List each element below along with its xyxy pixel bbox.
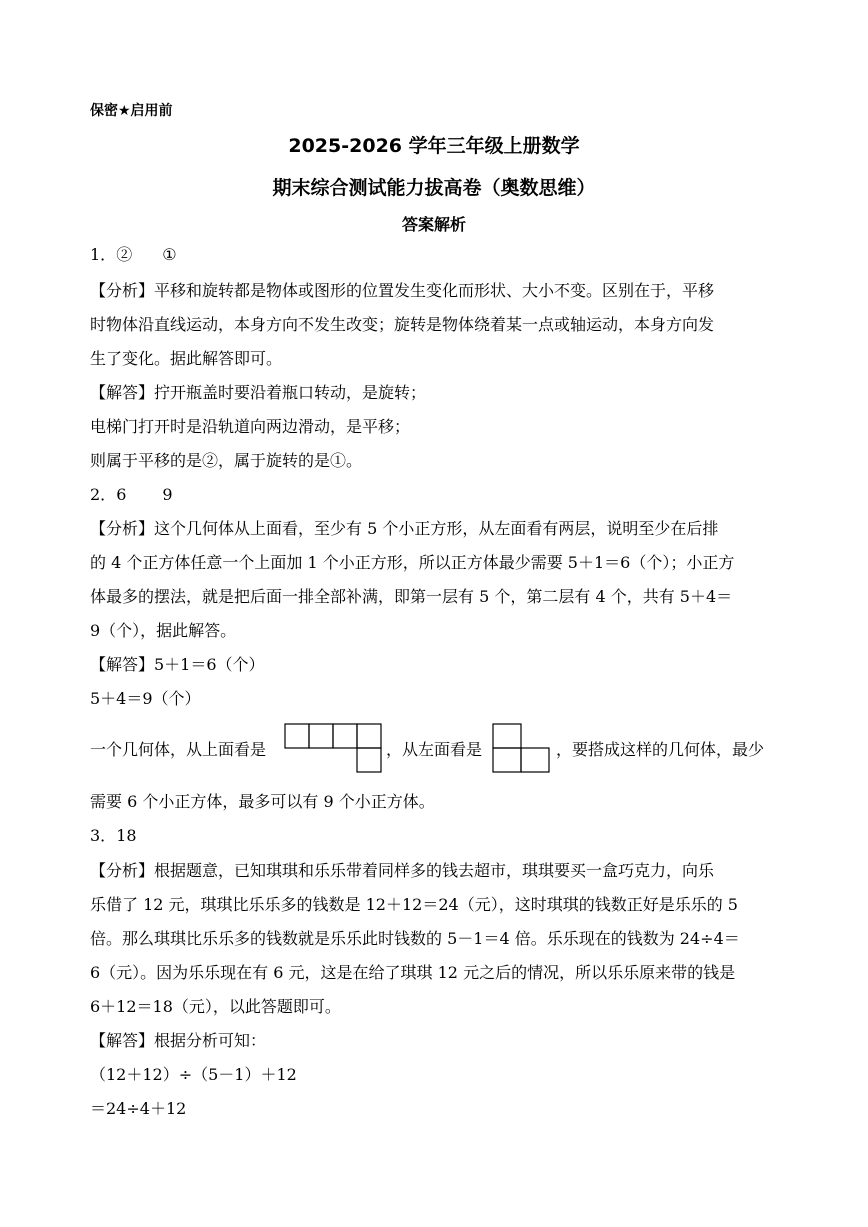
q3-solution-line: 【解答】根据分析可知： [90, 1031, 267, 1050]
q2-analysis-line: 体最多的摆法，就是把后面一排全部补满，即第一层有 5 个，第二层有 4 个，共有 5＋4＝ [90, 587, 733, 606]
q1-answer-line [90, 245, 780, 265]
q2-number: 2． [90, 485, 117, 504]
q2-analysis-line: 9（个），据此解答。 [90, 621, 237, 640]
document-title: 2025-2026 学年三年级上册数学 [288, 135, 580, 157]
q2-solution-line: 5＋4＝9（个） [90, 689, 201, 708]
q2-solution-line: 【解答】5＋1＝6（个） [90, 655, 265, 674]
q1-analysis-line: 时物体沿直线运动，本身方向不发生改变；旋转是物体绕着某一点或轴运动，本身方向发 [90, 315, 715, 334]
q2-conclusion-line: 需要 6 个小正方体，最多可以有 9 个小正方体。 [90, 792, 435, 811]
q2-shape-description [90, 740, 790, 780]
q3-analysis-line: 倍。那么琪琪比乐乐多的钱数就是乐乐此时钱数的 5－1＝4 倍。乐乐现在的钱数为 24÷4＝ [90, 929, 740, 948]
q2-shape-text: ，要搭成这样的几何体，最少 [556, 740, 765, 759]
confidential-label: 保密★启用前 [90, 103, 173, 119]
q2-shape-text: 一个几何体，从上面看是 [90, 740, 267, 759]
q1-solution-line: 【解答】拧开瓶盖时要沿着瓶口转动，是旋转； [90, 383, 427, 402]
q3-analysis-line: 6＋12＝18（元），以此答题即可。 [90, 997, 341, 1016]
q1-number: 1． [90, 245, 117, 264]
q2-answer-line [90, 485, 780, 505]
q1-solution-line: 则属于平移的是②，属于旋转的是①。 [90, 451, 363, 470]
q1-analysis-line: 【分析】平移和旋转都是物体或图形的位置发生变化而形状、大小不变。区别在于，平移 [90, 281, 715, 300]
q1-solution-line: 电梯门打开时是沿轨道向两边滑动，是平移； [90, 417, 411, 436]
q3-answer: 18 [116, 826, 137, 845]
document-subtitle: 期末综合测试能力拔高卷（奥数思维） [272, 177, 596, 199]
q3-solution-line: ＝24÷4＋12 [90, 1099, 187, 1118]
q2-analysis-line: 的 4 个正方体任意一个上面加 1 个小正方形，所以正方体最少需要 5＋1＝6（个）；小正方 [90, 553, 735, 572]
top-view-figure [284, 723, 384, 775]
q3-analysis-line: 6（元）。因为乐乐现在有 6 元，这是在给了琪琪 12 元之后的情况，所以乐乐原来带的钱是 [90, 963, 736, 982]
q2-analysis-line: 【分析】这个几何体从上面看，至少有 5 个小正方形，从左面看有两层，说明至少在后排 [90, 519, 719, 538]
left-view-figure [492, 723, 552, 775]
q3-analysis-line: 乐借了 12 元，琪琪比乐乐多的钱数是 12＋12＝24（元），这时琪琪的钱数正好是乐乐的 5 [90, 895, 738, 914]
q3-number: 3． [90, 826, 117, 845]
q2-shape-text: ，从左面看是 [386, 740, 483, 759]
q3-analysis-line: 【分析】根据题意，已知琪琪和乐乐带着同样多的钱去超市，琪琪要买一盒巧克力，向乐 [90, 861, 715, 880]
q1-analysis-line: 生了变化。据此解答即可。 [90, 349, 283, 368]
q3-answer-line [90, 826, 780, 846]
q3-solution-line: （12＋12）÷（5－1）＋12 [90, 1065, 297, 1084]
q1-answer-a: ② [116, 245, 133, 264]
q2-answer-a: 6 [116, 485, 127, 504]
q1-answer-b: ① [162, 245, 177, 264]
section-heading: 答案解析 [401, 215, 466, 234]
q2-answer-b: 9 [162, 485, 173, 504]
